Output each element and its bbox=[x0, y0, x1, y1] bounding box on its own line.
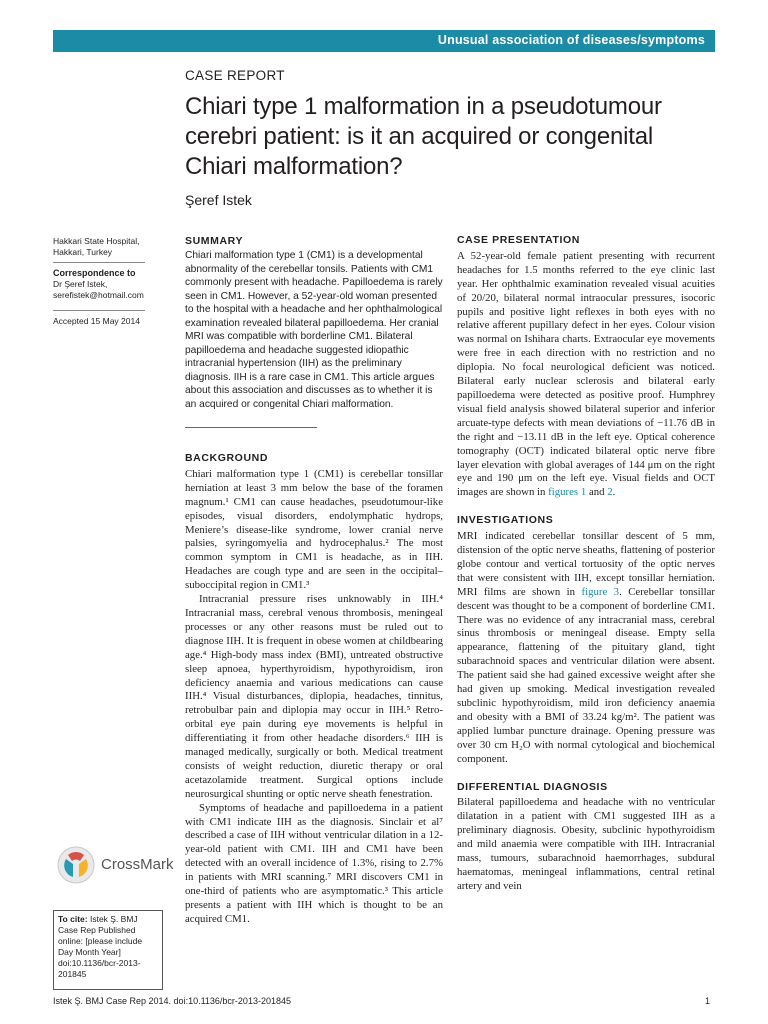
figure-3-link[interactable]: figure 3 bbox=[581, 585, 620, 598]
figures-1-link[interactable]: figures 1 bbox=[548, 486, 587, 499]
correspondence-name: Dr Şeref Istek, bbox=[53, 279, 108, 289]
summary-heading: SUMMARY bbox=[185, 235, 244, 247]
investigations-heading: INVESTIGATIONS bbox=[457, 514, 554, 527]
summary-text: Chiari malformation type 1 (CM1) is a developmental abnormality of the cerebellar tonsils. Patients with CM1 commonly present with headache. Papilloedema is rarely seen in CM1. However, a 52-year-old woman presented to the hospital with a headache and her ophthalmological examination revealed bilateral papilloedema. Her cranial MRI was compatible with borderline CM1. Bilateral papilloedema and headache suggested idiopathic intracranial hypertension (IIH) as the preliminary diagnosis. IIH is a rare case in CM1. This article argues about this association and discusses as to whether it is an acquired or congenital Chiari malformation. bbox=[185, 250, 443, 410]
background-paragraph-3: Symptoms of headache and papilloedema in a patient with CM1 indicate IIH as the diagnosis. Sinclair et al⁷ described a case of IIH without ventricular dilation in a 12-year-old patient with CM1. IIH and CM1 have been detected with an overall incidence of 1.3%, rising to 2.7% in patients with MRI scanning.⁷ MRI discovers CM1 in one-third of patients who are asymptomatic.³ This article presents a patient with IIH which is thought to be an acquired CM1. bbox=[185, 801, 443, 925]
page-footer: Istek Ş. BMJ Case Rep 2014. doi:10.1136/bcr-2013-201845 bbox=[53, 996, 291, 1006]
section-band-label: Unusual association of diseases/symptoms bbox=[437, 33, 705, 47]
sidebar-divider bbox=[53, 310, 145, 311]
citation-box bbox=[53, 910, 163, 990]
case-presentation-heading: CASE PRESENTATION bbox=[457, 234, 580, 246]
correspondence-label: Correspondence to bbox=[53, 268, 136, 278]
right-column bbox=[457, 234, 715, 894]
article-title: Chiari type 1 malformation in a pseudotumour cerebri patient: is it an acquired or congenital Chiari malformation? bbox=[185, 93, 662, 180]
differential-diagnosis-heading: DIFFERENTIAL DIAGNOSIS bbox=[457, 780, 608, 793]
left-column bbox=[185, 452, 443, 927]
correspondence-email[interactable]: serefistek@hotmail.com bbox=[53, 290, 144, 300]
summary-divider bbox=[185, 427, 317, 428]
citation-text: Istek Ş. BMJ Case Rep Published online: [please include Day Month Year] doi:10.1136/bcr-2013-201845 bbox=[58, 914, 143, 979]
differential-diagnosis-text: Bilateral papilloedema and headache with no ventricular dilatation in a patient with CM1 suggested IIH as a preliminary diagnosis. Obesity, subclinic hypothyroidism and mild anaemia were compatible with IIH. Intracranial mass, tumours, subarachnoid haemorrhages, subdural haematomas, meningeal inflammations, central retinal artery and vein bbox=[457, 796, 715, 892]
crossmark-label: CrossMark bbox=[101, 856, 174, 873]
affiliation: Hakkari State Hospital, Hakkari, Turkey bbox=[53, 236, 140, 257]
background-paragraph-1: Chiari malformation type 1 (CM1) is cerebellar tonsillar herniation at least 3 mm below the base of the foramen magnum.¹ CM1 can cause headaches, pseudotumour-like episodes, visual disorders, endolymphatic hydrops, Meniere’s disease-like syndrome, lower cranial nerve palsies, syringomyelia and hydrocephalus.² The most common symptom in CM1 is headache, as in IIH. Headaches are cough type and are seen in the occipital–suboccipital region in CM1.³ bbox=[185, 467, 443, 592]
summary-section bbox=[185, 235, 445, 411]
crossmark-icon bbox=[56, 845, 96, 885]
background-heading: BACKGROUND bbox=[185, 452, 268, 464]
sidebar-divider bbox=[53, 262, 145, 263]
article-type: CASE REPORT bbox=[185, 68, 285, 83]
correspondence bbox=[53, 268, 165, 301]
investigations-text: MRI indicated cerebellar tonsillar descent of 5 mm, distension of the optic nerve sheaths, flattening of posterior globe contour and vertical tortuosity of the optic nerves that were consistent with IIH, except tonsillar herniation. MRI films are shown in figure 3. Cerebellar tonsillar descent was thought to be a component of borderline CM1. There was no evidence of any intracranial mass, cerebral sinus thrombosis or meningeal disease. Empty sella appearance, flattening of the pituitary gland, tight subarachnoid spaces and ventricular dilation were absent. The patient said she had gained excessive weight after she had given up smoking. Medical investigation revealed subclinic hypothyroidism, mild iron deficiency anaemia and obesity with a BMI of 33.24 kg/m². The patient was applied lumbar puncture drainage. Opening pressure was over 30 cm H₂O with normal cytological and biochemical component. bbox=[457, 530, 715, 765]
accepted-date: Accepted 15 May 2014 bbox=[53, 316, 140, 326]
background-paragraph-2: Intracranial pressure rises unknowably in IIH.⁴ Intracranial mass, cerebral venous thrombosis, meningeal processes or any other reasons must be ruled out to diagnose IIH. It is frequent in obese women at childbearing age.⁴ High-body mass index (BMI), untreated obstructive sleep apnoea, hyperthyroidism, hypothyroidism, iron deficiency anaemia and various medications can cause IIH.⁴ Visual disturbances, diplopia, headaches, tinnitus, retrobulbar pain and diplopia may occur in IIH.⁵ Retro-orbital eye pain during eye movements is helpful in differentiating it from other headache disorders.⁶ IIH is managed medically, surgically or both. Medical treatment consists of weight reduction, diuretic therapy or oral acetazolamide treatment. Surgical options include neurosurgical shunting or optic nerve sheath fenestration. bbox=[185, 593, 443, 800]
author-name: Şeref Istek bbox=[185, 192, 252, 208]
section-band bbox=[53, 30, 715, 52]
figure-2-link[interactable]: 2 bbox=[607, 486, 613, 499]
crossmark-badge[interactable] bbox=[56, 845, 174, 887]
page-number: 1 bbox=[704, 996, 710, 1006]
case-presentation-text: A 52-year-old female patient presenting with recurrent headaches for 1.5 months referred to the eye clinic last year. Her ophthalmic examination revealed visual acuities of 20/20, bilateral normal intraocular pressures, isocoric pupils and positive light reflexes in both eyes with no relative afferent pupillary defect in her eyes. Colour vision was normal on Ishihara charts. Extraocular eye movements were free in each direction with no restriction and no diplopia. No focal neurological deficient was noticed. Bilateral early nuclear sclerosis and bilateral early papilloedema were detected as positive proof. Humphrey visual field analysis showed bilateral superior and inferior arcuate-type defects with mean deviations of −11.76 dB in the right and −13.11 dB in the left eye. Optical coherence tomography (OCT) indicated bilateral optic nerve fibre layer elevation with global averages of 144 μm on the right eye and 190 μm on the left eye. Visual fields and OCT images are shown in figures 1 and 2. bbox=[457, 249, 715, 499]
citation-label: To cite: bbox=[58, 914, 88, 924]
